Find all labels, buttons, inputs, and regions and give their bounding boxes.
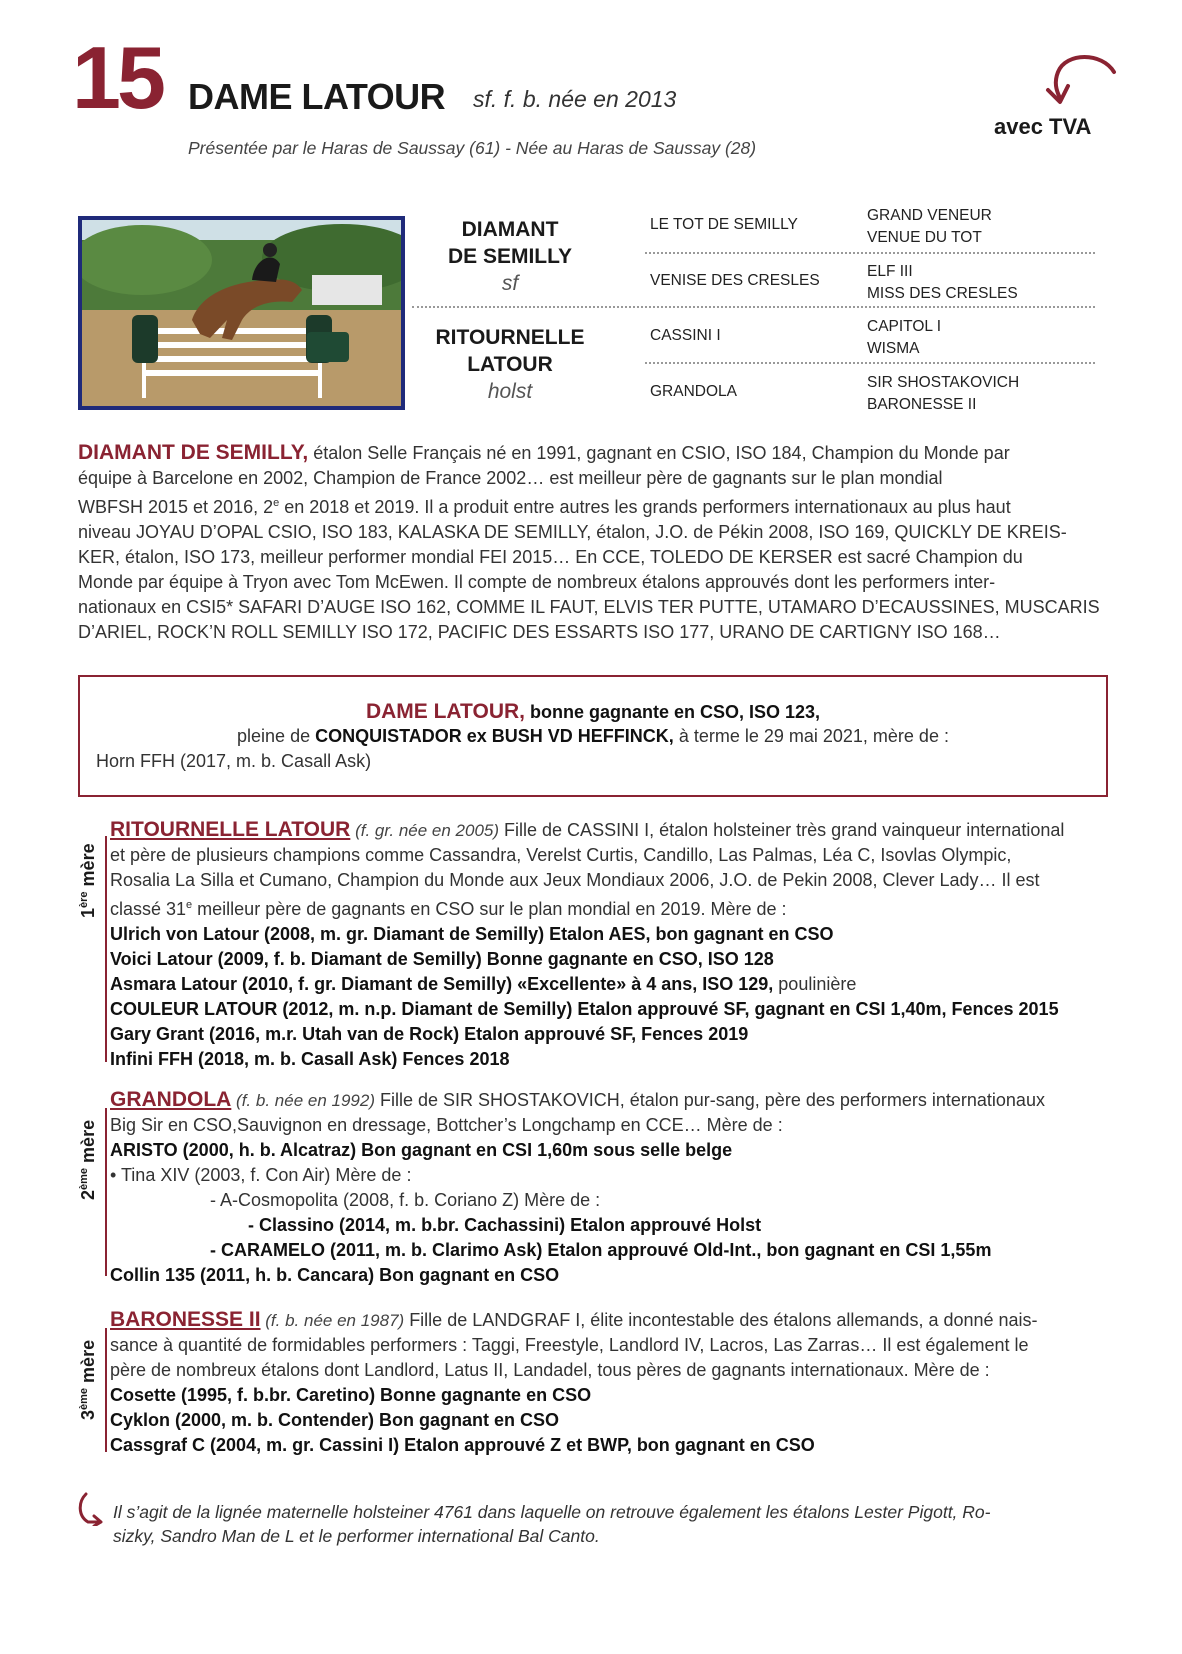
footnote: Il s’agit de la lignée maternelle holsteiner 4761 dans laquelle on retrouve également les étalons Lester Pigott, Ro- sizky, Sandro Man de L et le performer international Bal Canto. (113, 1502, 991, 1546)
curved-arrow-icon (1036, 50, 1118, 110)
second-dam-name: GRANDOLA (110, 1088, 232, 1111)
horse-subtitle: sf. f. b. née en 2013 (473, 86, 677, 112)
sire-text-name: DIAMANT DE SEMILLY, (78, 441, 309, 464)
third-dam-offspring: Cassgraf C (2004, m. gr. Cassini I) Etalon approuvé Z et BWP, bon gagnant en CSO (110, 1435, 815, 1455)
presented-by: Présentée par le Haras de Saussay (61) - Née au Haras de Saussay (28) (188, 138, 757, 158)
first-dam-offspring: COULEUR LATOUR (2012, m. n.p. Diamant de Semilly) Etalon approuvé SF, gagnant en CSI 1,40m, Fences 2015 (110, 999, 1059, 1019)
sire-name: DIAMANT DE SEMILLY sf (410, 216, 610, 297)
first-dam-name: RITOURNELLE LATOUR (110, 818, 351, 841)
grandparent-4: GRANDOLA (650, 383, 737, 400)
dam-name: RITOURNELLE LATOUR holst (410, 324, 610, 405)
third-dam-offspring: Cyklon (2000, m. b. Contender) Bon gagnant en CSO (110, 1410, 560, 1430)
first-dam-offspring: Gary Grant (2016, m.r. Utah van de Rock) Etalon approuvé SF, Fences 2019 (110, 1024, 749, 1044)
horse-name: DAME LATOUR (188, 76, 446, 117)
pedigree-divider (645, 362, 1095, 364)
third-dam-section: BARONESSE II (f. b. née en 1987) Fille de LANDGRAF I, élite incontestable des étalons allemands, a donné nais- sance à quantité de formidables performers : Taggi, Freestyle, Landlord IV, Lacros, Las Zarras… Il est également le père de nombreux étalons dont Landlord, Latus II, Landadel, tous pères de gagnants internationaux. Mère de : Cosette (1995, f. b.br. Caretino) Bonne gagnante en CSO Cyklon (2000, m. b. Contender) Bon gagnant en CSO Cassgraf C (2004, m. gr. Cassini I) Etalon approuvé Z et BWP, bon gagnant en CSO (110, 1307, 1108, 1458)
lot-number: 15 (72, 28, 162, 127)
great-grandparent-2: VENUE DU TOT (867, 229, 982, 246)
hook-arrow-icon (76, 1492, 104, 1526)
pedigree-divider (412, 306, 1095, 308)
second-dam-label: 2ème mère (78, 1119, 98, 1200)
tva-label: avec TVA (994, 114, 1092, 139)
third-dam-offspring: Cosette (1995, f. b.br. Caretino) Bonne gagnante en CSO (110, 1385, 592, 1405)
grandparent-3: CASSINI I (650, 327, 721, 344)
grandparent-2: VENISE DES CRESLES (650, 272, 820, 289)
first-dam-label: 1ère mère (78, 843, 98, 918)
jumping-horse-image (82, 220, 401, 406)
great-grandparent-7: SIR SHOSTAKOVICH (867, 374, 1020, 391)
horse-photo (78, 216, 405, 410)
great-grandparent-8: BARONESSE II (867, 396, 977, 413)
first-dam-offspring: Ulrich von Latour (2008, m. gr. Diamant de Semilly) Etalon AES, bon gagnant en CSO (110, 924, 834, 944)
second-dam-bar (105, 1108, 107, 1276)
great-grandparent-4: MISS DES CRESLES (867, 285, 1018, 302)
third-dam-name: BARONESSE II (110, 1308, 261, 1331)
sire-description: DIAMANT DE SEMILLY, étalon Selle Français né en 1991, gagnant en CSIO, ISO 184, Champion du Monde par équipe à Barcelone en 2002, Champion de France 2002… est meilleur père de gagnants sur le plan mondial WBFSH 2015 et 2016, 2e en 2018 et 2019. Il a produit entre autres les grands performers internationaux au plus haut niveau JOYAU D’OPAL CSIO, ISO 183, KALASKA DE SEMILLY, étalon, J.O. de Pékin 2008, ISO 169, QUICKLY DE KREIS- KER, étalon, ISO 173, meilleur performer mondial FEI 2015… En CCE, TOLEDO DE KERSER est sacré Champion du Monde par équipe à Tryon avec Tom McEwen. Il compte de nombreux étalons approuvés dont les performers inter- nationaux en CSI5* SAFARI D’AUGE ISO 162, COMME IL FAUT, ELVIS TER PUTTE, UTAMARO D’ECAUSSINES, MUSCARIS D’ARIEL, ROCK’N ROLL SEMILLY ISO 172, PACIFIC DES ESSARTS ISO 177, URANO DE CARTIGNY ISO 168… (78, 441, 1100, 642)
first-dam-offspring: Infini FFH (2018, m. b. Casall Ask) Fences 2018 (110, 1049, 510, 1069)
first-dam-bar (105, 836, 107, 1062)
summary-name: DAME LATOUR, (365, 700, 525, 723)
first-dam-offspring: Voici Latour (2009, f. b. Diamant de Semilly) Bonne gagnante en CSO, ISO 128 (110, 949, 774, 969)
sire-breed: sf (501, 272, 519, 295)
summary-box: DAME LATOUR, bonne gagnante en CSO, ISO 123, pleine de CONQUISTADOR ex BUSH VD HEFFINCK, à terme le 29 mai 2021, mère de : Horn FFH (2017, m. b. Casall Ask) (78, 675, 1108, 797)
great-grandparent-3: ELF III (867, 263, 913, 280)
third-dam-label: 3ème mère (78, 1339, 98, 1420)
dam-breed: holst (487, 380, 533, 403)
grandparent-1: LE TOT DE SEMILLY (650, 216, 798, 233)
first-dam-section: RITOURNELLE LATOUR (f. gr. née en 2005) Fille de CASSINI I, étalon holsteiner très grand vainqueur international et père de plusieurs champions comme Cassandra, Verelst Curtis, Candillo, Las Palmas, Léa C, Isovlas Olympic, Rosalia La Silla et Cumano, Champion du Monde aux Jeux Mondiaux 2006, J.O. de Pekin 2008, Clever Lady… Il est classé 31e meilleur père de gagnants en CSO sur le plan mondial en 2019. Mère de : Ulrich von Latour (2008, m. gr. Diamant de Semilly) Etalon AES, bon gagnant en CSO Voici Latour (2009, f. b. Diamant de Semilly) Bonne gagnante en CSO, ISO 128 Asmara Latour (2010, f. gr. Diamant de Semilly) «Excellente» à 4 ans, ISO 129, poulinière COULEUR LATOUR (2012, m. n.p. Diamant de Semilly) Etalon approuvé SF, gagnant en CSI 1,40m, Fences 2015 Gary Grant (2016, m.r. Utah van de Rock) Etalon approuvé SF, Fences 2019 Infini FFH (2018, m. b. Casall Ask) Fences 2018 (110, 817, 1108, 1072)
great-grandparent-1: GRAND VENEUR (867, 207, 992, 224)
first-dam-offspring: Asmara Latour (2010, f. gr. Diamant de Semilly) «Excellente» à 4 ans, ISO 129, poulinière (110, 974, 857, 994)
great-grandparent-6: WISMA (867, 340, 920, 357)
pedigree-divider (645, 252, 1095, 254)
summary-offspring: Horn FFH (2017, m. b. Casall Ask) (96, 751, 372, 771)
third-dam-bar (105, 1328, 107, 1452)
second-dam-section: GRANDOLA (f. b. née en 1992) Fille de SIR SHOSTAKOVICH, étalon pur-sang, père des performers internationaux Big Sir en CSO,Sauvignon en dressage, Bottcher’s Longchamp en CCE… Mère de : ARISTO (2000, h. b. Alcatraz) Bon gagnant en CSI 1,60m sous selle belge • Tina XIV (2003, f. Con Air) Mère de : - A-Cosmopolita (2008, f. b. Coriano Z) Mère de : - Classino (2014, m. b.br. Cachassini) Etalon approuvé Holst - CARAMELO (2011, m. b. Clarimo Ask) Etalon approuvé Old-Int., bon gagnant en CSI 1,55m Collin 135 (2011, h. b. Cancara) Bon gagnant en CSO (110, 1088, 1045, 1285)
great-grandparent-5: CAPITOL I (867, 318, 942, 335)
